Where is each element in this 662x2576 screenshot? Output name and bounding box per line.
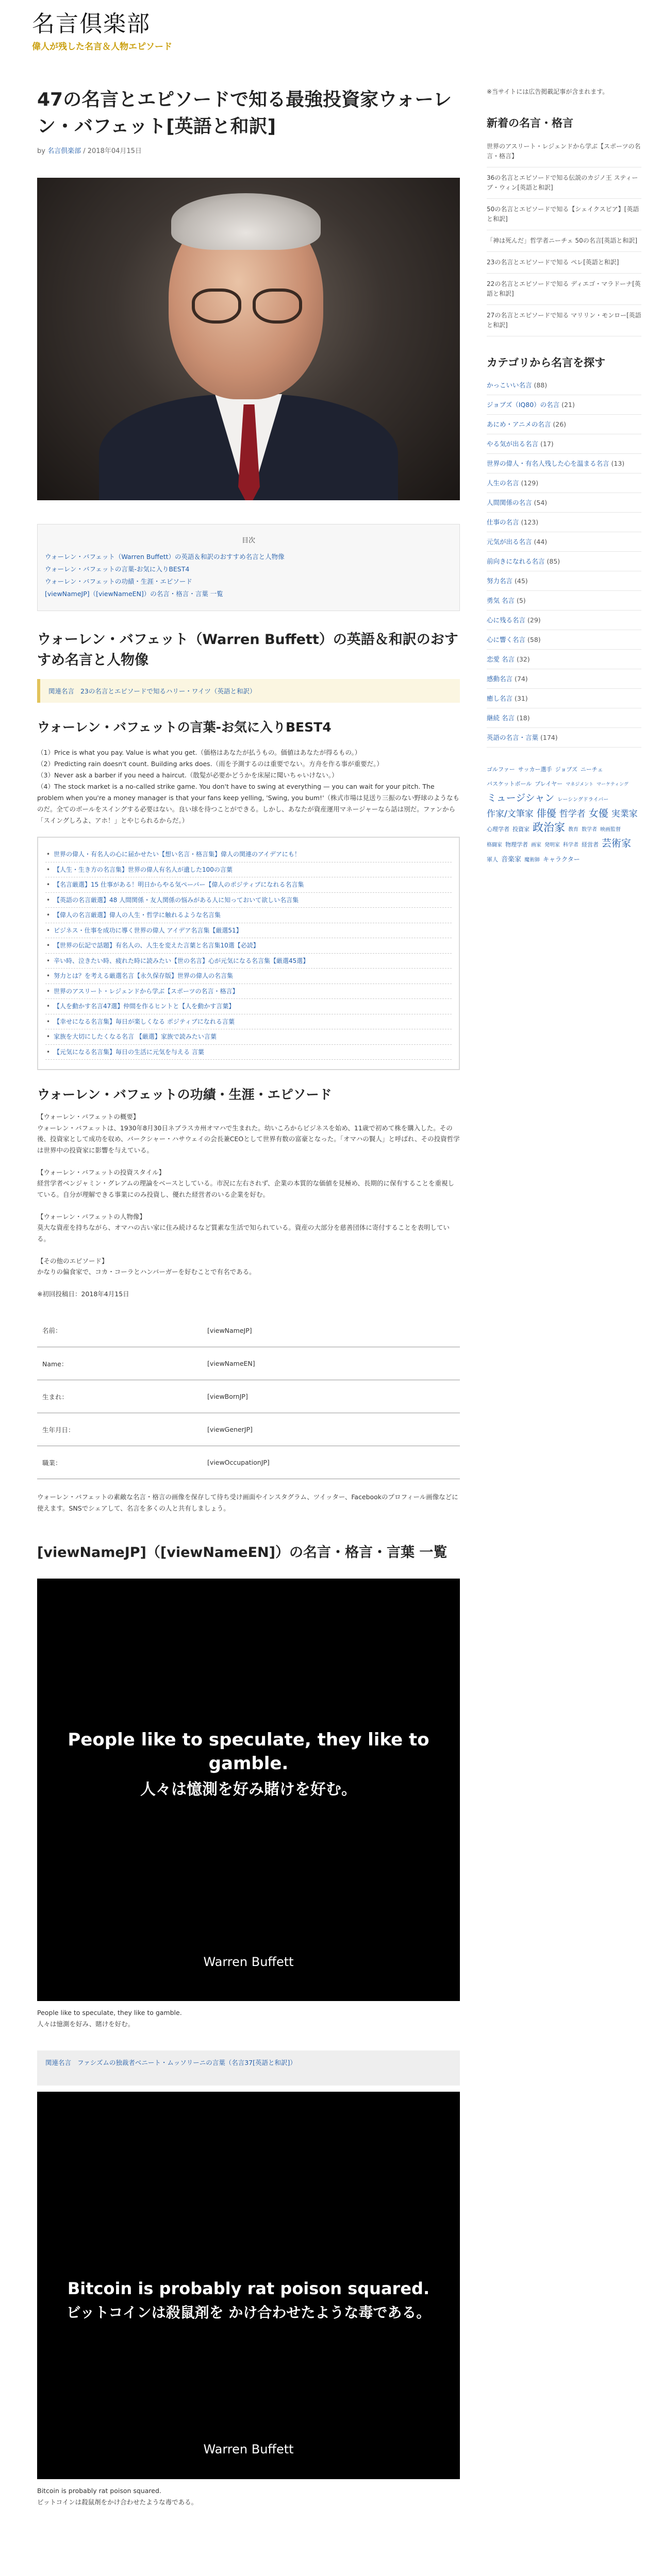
tag-link[interactable]: 俳優 bbox=[536, 808, 556, 819]
tag-link[interactable]: 科学者 bbox=[563, 842, 578, 848]
category-name[interactable]: 英語の名言・言葉 bbox=[487, 734, 539, 741]
related-article-link[interactable]: • 【名言厳選】15 仕事がある！明日からやる気ペーパー【偉人のポジティブになれる名言集 bbox=[45, 877, 452, 893]
tag-cloud bbox=[487, 762, 641, 867]
tag-link[interactable]: バスケットボール bbox=[487, 781, 532, 787]
tag-link[interactable]: サッカー選手 bbox=[518, 766, 552, 773]
bio-paragraph: 莫大な資産を持ちながら、オマハの古い家に住み続けるなど質素な生活で知られている。資産の大部分を慈善団体に寄付することを表明している。 bbox=[37, 1224, 450, 1243]
category-name[interactable]: 癒し名言 bbox=[487, 694, 513, 702]
profile-key: 生年月日： bbox=[37, 1413, 202, 1446]
category-count: (44) bbox=[534, 538, 548, 546]
category-count: (88) bbox=[534, 381, 548, 389]
category-link[interactable] bbox=[487, 552, 641, 571]
profile-value: [viewBornJP] bbox=[202, 1380, 460, 1413]
tag-link[interactable]: ゴルファー bbox=[487, 766, 515, 773]
tag-link[interactable]: 経営者 bbox=[582, 841, 599, 848]
ad-notice: ※当サイトには広告掲載記事が含まれます。 bbox=[487, 88, 609, 95]
quote-card-english: Bitcoin is probably rat poison squared. bbox=[67, 2279, 430, 2298]
quote-card-author: Warren Buffett bbox=[203, 1955, 294, 1969]
category-count: (18) bbox=[516, 714, 530, 722]
category-name[interactable]: 恋愛 名言 bbox=[487, 655, 515, 663]
best4-list bbox=[37, 747, 460, 826]
tag-link[interactable]: 心理学者 bbox=[487, 826, 509, 833]
quote-card-japanese: 人々は憶測を好み賭けを好む。 bbox=[140, 1781, 357, 1799]
category-link[interactable] bbox=[487, 395, 641, 415]
category-link[interactable] bbox=[487, 513, 641, 532]
category-link[interactable] bbox=[487, 611, 641, 630]
quote-caption-japanese: ビットコインは殺鼠剤をかけ合わせたような毒である。 bbox=[37, 2498, 198, 2506]
site-header bbox=[0, 0, 662, 72]
related-article-link[interactable]: • 【人生・生き方の名言集】世界の偉人有名人が遺した100の言葉 bbox=[45, 862, 452, 878]
tag-link[interactable]: ジョブズ bbox=[555, 766, 577, 773]
profile-key: 名前： bbox=[37, 1314, 202, 1347]
toc-title: 目次 bbox=[241, 537, 255, 545]
table-row bbox=[37, 1413, 460, 1446]
profile-value: [viewGenerJP] bbox=[202, 1413, 460, 1446]
category-link[interactable] bbox=[487, 708, 641, 728]
recent-post-link[interactable]: 22の名言とエピソードで知る ディエゴ・マラドーナ[英語と和訳] bbox=[487, 274, 641, 305]
category-count: (58) bbox=[527, 636, 541, 643]
category-link[interactable] bbox=[487, 376, 641, 395]
profile-value: [viewOccupationJP] bbox=[202, 1446, 460, 1479]
tag-link[interactable]: 物理学者 bbox=[505, 841, 528, 848]
category-link[interactable] bbox=[487, 532, 641, 552]
related-article-link[interactable]: • 世界のアスリート・レジェンドから学ぶ【スポーツの名言・格言】 bbox=[45, 984, 452, 999]
hero-portrait-image bbox=[37, 178, 460, 500]
category-name[interactable]: 前向きになれる名言 bbox=[487, 557, 545, 565]
quote-card-english: People like to speculate, they like to gamble. bbox=[68, 1730, 429, 1774]
category-name[interactable]: 世界の偉人・有名人残した心を温まる名言 bbox=[487, 460, 609, 467]
related-article-link[interactable]: • 【英語の名言厳選】48 人間関係・友人関係の悩みがある人に知っておいて欲しい名言集 bbox=[45, 893, 452, 908]
bio-subheading: 【ウォーレン・バフェットの概要】 bbox=[37, 1113, 140, 1121]
category-list bbox=[487, 376, 641, 748]
quote-card-image bbox=[37, 1579, 460, 2001]
toc-item[interactable]: ウォーレン・バフェット（Warren Buffett）の英語＆和訳のおすすめ名言と人物像 bbox=[45, 553, 285, 561]
category-name[interactable]: 人生の名言 bbox=[487, 479, 519, 487]
tag-link[interactable]: レーシングドライバー bbox=[557, 797, 609, 803]
portrait-glasses-left bbox=[192, 289, 241, 324]
profile-key: 生まれ： bbox=[37, 1380, 202, 1413]
quote-caption bbox=[37, 2007, 460, 2030]
bio-subheading: 【ウォーレン・バフェットの人物像】 bbox=[37, 1212, 146, 1221]
logo-title[interactable]: 名言倶楽部 bbox=[32, 11, 151, 37]
category-link[interactable] bbox=[487, 650, 641, 669]
related-article-link[interactable]: • 【人を動かす名言47選】仲間を作るヒントと【人を動かす言葉】 bbox=[45, 999, 452, 1014]
tag-link[interactable]: 哲学者 bbox=[559, 809, 586, 819]
category-link[interactable] bbox=[487, 473, 641, 493]
bio-paragraph: 経営学者ベンジャミン・グレアムの理論をベースとしている。市況に左右されず、企業の本質的な価値を見極め、長期的に保有することを重視している。自分が理解できる事業にのみ投資し、優れた経営者のいる企業を好む。 bbox=[37, 1179, 454, 1198]
quote-card-image bbox=[37, 2092, 460, 2479]
category-count: (129) bbox=[521, 479, 539, 487]
toc-item[interactable]: ウォーレン・バフェットの功績・生涯・エピソード bbox=[45, 578, 192, 585]
quote-card-author: Warren Buffett bbox=[203, 2442, 294, 2456]
category-name[interactable]: あにめ・アニメの名言 bbox=[487, 420, 551, 428]
recent-post-link[interactable]: 36の名言とエピソードで知る伝説のカジノ王 スティーブ・ウィン[英語と和訳] bbox=[487, 167, 641, 199]
category-count: (54) bbox=[534, 499, 548, 506]
category-name[interactable]: 心に響く名言 bbox=[487, 636, 526, 643]
site-logo[interactable] bbox=[32, 10, 172, 52]
category-count: (45) bbox=[515, 577, 528, 585]
quote-caption-japanese: 人々は憶測を好み、賭けを好む。 bbox=[37, 2020, 135, 2028]
related-article-link[interactable]: • 家族を大切にしたくなる名言 【厳選】家族で読みたい言葉 bbox=[45, 1029, 452, 1045]
recent-post-link[interactable]: 23の名言とエピソードで知る ペレ[英語と和訳] bbox=[487, 252, 641, 274]
tag-link[interactable]: ニーチェ bbox=[580, 766, 603, 773]
recent-post-link[interactable]: 27の名言とエピソードで知る マリリン・モンロー[英語と和訳] bbox=[487, 305, 641, 336]
profile-value: [viewNameJP] bbox=[202, 1314, 460, 1347]
tag-link[interactable]: プレイヤー bbox=[535, 781, 563, 787]
bio-heading: ウォーレン・バフェットの功績・生涯・エピソード bbox=[37, 1087, 332, 1102]
portrait-hair bbox=[171, 193, 321, 250]
table-row bbox=[37, 1380, 460, 1413]
category-link[interactable] bbox=[487, 689, 641, 708]
profile-value: [viewNameEN] bbox=[202, 1347, 460, 1380]
category-count: (123) bbox=[521, 518, 539, 526]
category-name[interactable]: ジョブズ（IQ80）の名言 bbox=[487, 401, 560, 409]
category-name[interactable]: 人間関係の名言 bbox=[487, 499, 532, 506]
tag-link[interactable]: キャラクター bbox=[543, 856, 580, 863]
related-notice bbox=[37, 2050, 460, 2086]
category-link[interactable] bbox=[487, 669, 641, 689]
bio-paragraph: かなりの偏食家で、コカ・コーラとハンバーガーを好むことで有名である。 bbox=[37, 1268, 256, 1276]
tag-link[interactable]: 政治家 bbox=[533, 821, 565, 834]
table-of-contents bbox=[37, 524, 460, 611]
table-row bbox=[37, 1347, 460, 1380]
bio-subheading: 【その他のエピソード】 bbox=[37, 1257, 108, 1265]
profile-key: 職業： bbox=[37, 1446, 202, 1479]
category-count: (26) bbox=[553, 420, 567, 428]
category-name[interactable]: 仕事の名言 bbox=[487, 518, 519, 526]
first-post-date: ※初回投稿日：2018年4月15日 bbox=[37, 1290, 129, 1298]
best4-item: （1）Price is what you pay. Value is what you get.（価格はあなたが払うもの。価値はあなたが得るもの。） bbox=[37, 749, 361, 756]
author-prefix: by bbox=[37, 147, 45, 155]
tag-link[interactable]: 投資家 bbox=[512, 826, 529, 833]
bio-paragraph: ウォーレン・バフェットは、1930年8月30日ネブラスカ州オマハで生まれた。幼いころからビジネスを始め、11歳で初めて株を購入した。その後、投資家として成功を収め、バークシャー・ハサウェイの会長兼CEOとして世界有数の富豪となった。「オマハの賢人」と呼ばれ、その投資哲学は世界中の投資家に影響を与えている。 bbox=[37, 1124, 460, 1154]
category-link[interactable] bbox=[487, 415, 641, 434]
category-count: (85) bbox=[547, 557, 560, 565]
best4-item: （3）Never ask a barber if you need a haircut.（散髪が必要かどうかを床屋に聞いちゃいけない。） bbox=[37, 771, 338, 779]
category-name[interactable]: かっこいい名言 bbox=[487, 381, 532, 389]
bio-subheading: 【ウォーレン・バフェットの投資スタイル】 bbox=[37, 1168, 166, 1176]
table-row bbox=[37, 1314, 460, 1347]
profile-key: Name： bbox=[37, 1347, 202, 1380]
main-content bbox=[37, 87, 460, 2508]
related-article-link[interactable]: • 努力とは？を考える厳選名言【永久保存版】世界の偉人の名言集 bbox=[45, 969, 452, 984]
best4-item: （2）Predicting rain doesn't count. Building arks does.（雨を予測するのは重要でない。方舟を作る事が重要だ。） bbox=[37, 760, 383, 768]
profile-footer-text: ウォーレン・バフェットの素敵な名言・格言の画像を保存して待ち受け画面やインスタグラム、ツイッター、Facebookのプロフィール画像などに使えます。SNSでシェアして、名言を多くの人と共有しましょう。 bbox=[37, 1493, 458, 1512]
category-link[interactable] bbox=[487, 571, 641, 591]
recent-post-link[interactable]: 「神は死んだ」哲学者ニーチェ 50の名言[英語と和訳] bbox=[487, 230, 641, 252]
tag-link[interactable]: ミュージシャン bbox=[487, 792, 555, 804]
quote-caption-english: Bitcoin is probably rat poison squared. bbox=[37, 2487, 161, 2495]
category-name[interactable]: 元気が出る名言 bbox=[487, 538, 532, 546]
related-article-link[interactable]: • 辛い時、泣きたい時、疲れた時に読みたい【世の名言】心が元気になる名言集【厳選45選】 bbox=[45, 954, 452, 969]
post-title: 47の名言とエピソードで知る最強投資家ウォーレン・バフェット[英語と和訳] bbox=[37, 89, 452, 137]
portrait-glasses-right bbox=[253, 289, 302, 324]
tag-link[interactable]: 作家/文筆家 bbox=[487, 809, 534, 819]
tag-link[interactable]: 格闘家 bbox=[487, 842, 502, 848]
related-article-link[interactable]: • 【元気になる名言集】毎日の生活に元気を与える 言葉 bbox=[45, 1045, 452, 1060]
related-article-link[interactable]: • ビジネス・仕事を成功に導く世界の偉人 アイデア名言集【厳選51】 bbox=[45, 923, 452, 939]
tag-link[interactable]: 音楽家 bbox=[501, 856, 522, 863]
category-count: (29) bbox=[527, 616, 541, 624]
notice-link[interactable]: 23の名言とエピソードで知るハリー・ワイツ（英語と和訳） bbox=[80, 687, 256, 695]
post-date: 2018年04月15日 bbox=[87, 147, 142, 155]
quote-card-japanese: ビットコインは殺鼠剤を かけ合わせたような毒である。 bbox=[66, 2304, 431, 2321]
category-count: (5) bbox=[516, 597, 526, 604]
post-meta bbox=[37, 145, 460, 155]
category-count: (21) bbox=[561, 401, 575, 409]
related-article-link[interactable]: • 【偉人の名言厳選】偉人の人生・哲学に触れるような名言集 bbox=[45, 908, 452, 923]
recent-post-link[interactable]: 世界のアスリート・レジェンドから学ぶ【スポーツの名言・格言】 bbox=[487, 136, 641, 167]
meta-separator: / bbox=[83, 147, 88, 155]
related-articles-box bbox=[37, 837, 460, 1070]
table-row bbox=[37, 1446, 460, 1479]
tag-link[interactable]: 魔術師 bbox=[524, 857, 540, 863]
tag-link[interactable]: 映画監督 bbox=[600, 827, 621, 833]
recent-heading: 新着の名言・格言 bbox=[487, 117, 573, 129]
category-link[interactable] bbox=[487, 630, 641, 650]
category-heading: カテゴリから名言を探す bbox=[487, 357, 606, 369]
category-count: (17) bbox=[540, 440, 554, 448]
category-count: (13) bbox=[611, 460, 625, 467]
category-link[interactable] bbox=[487, 454, 641, 473]
category-count: (174) bbox=[540, 734, 558, 741]
notice-link[interactable]: ファシズムの独裁者ベニート・ムッソリーニの言葉（名言37[英語と和訳]） bbox=[77, 2059, 296, 2066]
toc-item[interactable]: [viewNameJP]（[viewNameEN]）の名言・格言・言葉 一覧 bbox=[45, 590, 223, 598]
category-name[interactable]: やる気が出る名言 bbox=[487, 440, 539, 448]
notice-label: 関連名言 bbox=[48, 687, 75, 695]
category-count: (31) bbox=[515, 694, 528, 702]
tag-link[interactable]: 軍人 bbox=[487, 856, 498, 863]
category-link[interactable] bbox=[487, 728, 641, 748]
tag-link[interactable]: 実業家 bbox=[611, 809, 638, 819]
related-article-link[interactable]: • 世界の偉人・有名人の心に届かせたい【想い名言・格言集】偉人の関連のアイデアにも！ bbox=[45, 847, 452, 862]
quote-caption-english: People like to speculate, they like to gamble. bbox=[37, 2009, 182, 2016]
section-heading-intro: ウォーレン・バフェット（Warren Buffett）の英語＆和訳のおすすめ名言と人物像 bbox=[37, 632, 458, 668]
logo-subtitle: 偉人が残した名言＆人物エピソード bbox=[32, 42, 172, 52]
profile-table bbox=[37, 1314, 460, 1480]
category-name[interactable]: 継続 名言 bbox=[487, 714, 515, 722]
quotes-list-heading: [viewNameJP]（[viewNameEN]）の名言・格言・言葉 一覧 bbox=[37, 1545, 448, 1561]
best4-item: （4）The stock market is a no-called strike game. You don't have to swing at everything — you can wait for your pitch. The problem when you're a money manager is that your fans keep yelling, 'Swing, you bum!'（株式市場は見送り三振のない野球のようなものだ。全てのボールをスイングする必要はない。良い球を待つことができる。しかし、あなたが資産運用マネージャーなら話は別だ。ファンから「スイングしろよ、アホ！」とやじられるからだ。） bbox=[37, 783, 460, 824]
category-name[interactable]: 心に残る名言 bbox=[487, 616, 526, 624]
sidebar bbox=[487, 87, 641, 867]
related-article-link[interactable]: • 【世界の伝記で話題】有名人の、人生を変えた言葉と名言集10選【必読】 bbox=[45, 938, 452, 954]
category-link[interactable] bbox=[487, 434, 641, 454]
category-link[interactable] bbox=[487, 493, 641, 513]
tag-link[interactable]: 数学者 bbox=[582, 827, 597, 833]
category-count: (74) bbox=[515, 675, 528, 683]
quote-caption bbox=[37, 2485, 460, 2508]
best4-heading: ウォーレン・バフェットの言葉-お気に入りBEST4 bbox=[37, 720, 332, 735]
recent-post-link[interactable]: 50の名言とエピソードで知る【シェイクスピア】[英語と和訳] bbox=[487, 199, 641, 230]
recent-posts-list bbox=[487, 136, 641, 336]
related-notice bbox=[37, 679, 460, 703]
tag-link[interactable]: 発明家 bbox=[544, 842, 560, 848]
category-name[interactable]: 努力名言 bbox=[487, 577, 513, 585]
category-name[interactable]: 勇気 名言 bbox=[487, 597, 515, 604]
toc-item[interactable]: ウォーレン・バフェットの言葉-お気に入りBEST4 bbox=[45, 565, 190, 573]
tag-link[interactable]: マーケティング bbox=[596, 782, 628, 787]
category-link[interactable] bbox=[487, 591, 641, 611]
category-name[interactable]: 感動名言 bbox=[487, 675, 513, 683]
tag-link[interactable]: マネジメント bbox=[566, 782, 593, 787]
tag-link[interactable]: 女優 bbox=[588, 808, 608, 819]
category-count: (32) bbox=[516, 655, 530, 663]
tag-link[interactable]: 画家 bbox=[531, 842, 541, 848]
notice-label: 関連名言 bbox=[45, 2059, 72, 2066]
bio-body bbox=[37, 1111, 460, 1300]
author-link[interactable]: 名言倶楽部 bbox=[47, 147, 81, 155]
tag-link[interactable]: 芸術家 bbox=[602, 838, 632, 849]
tag-link[interactable]: 教育 bbox=[568, 827, 578, 833]
related-article-link[interactable]: • 【幸せになる名言集】毎日が楽しくなる ポジティブになれる言葉 bbox=[45, 1014, 452, 1030]
